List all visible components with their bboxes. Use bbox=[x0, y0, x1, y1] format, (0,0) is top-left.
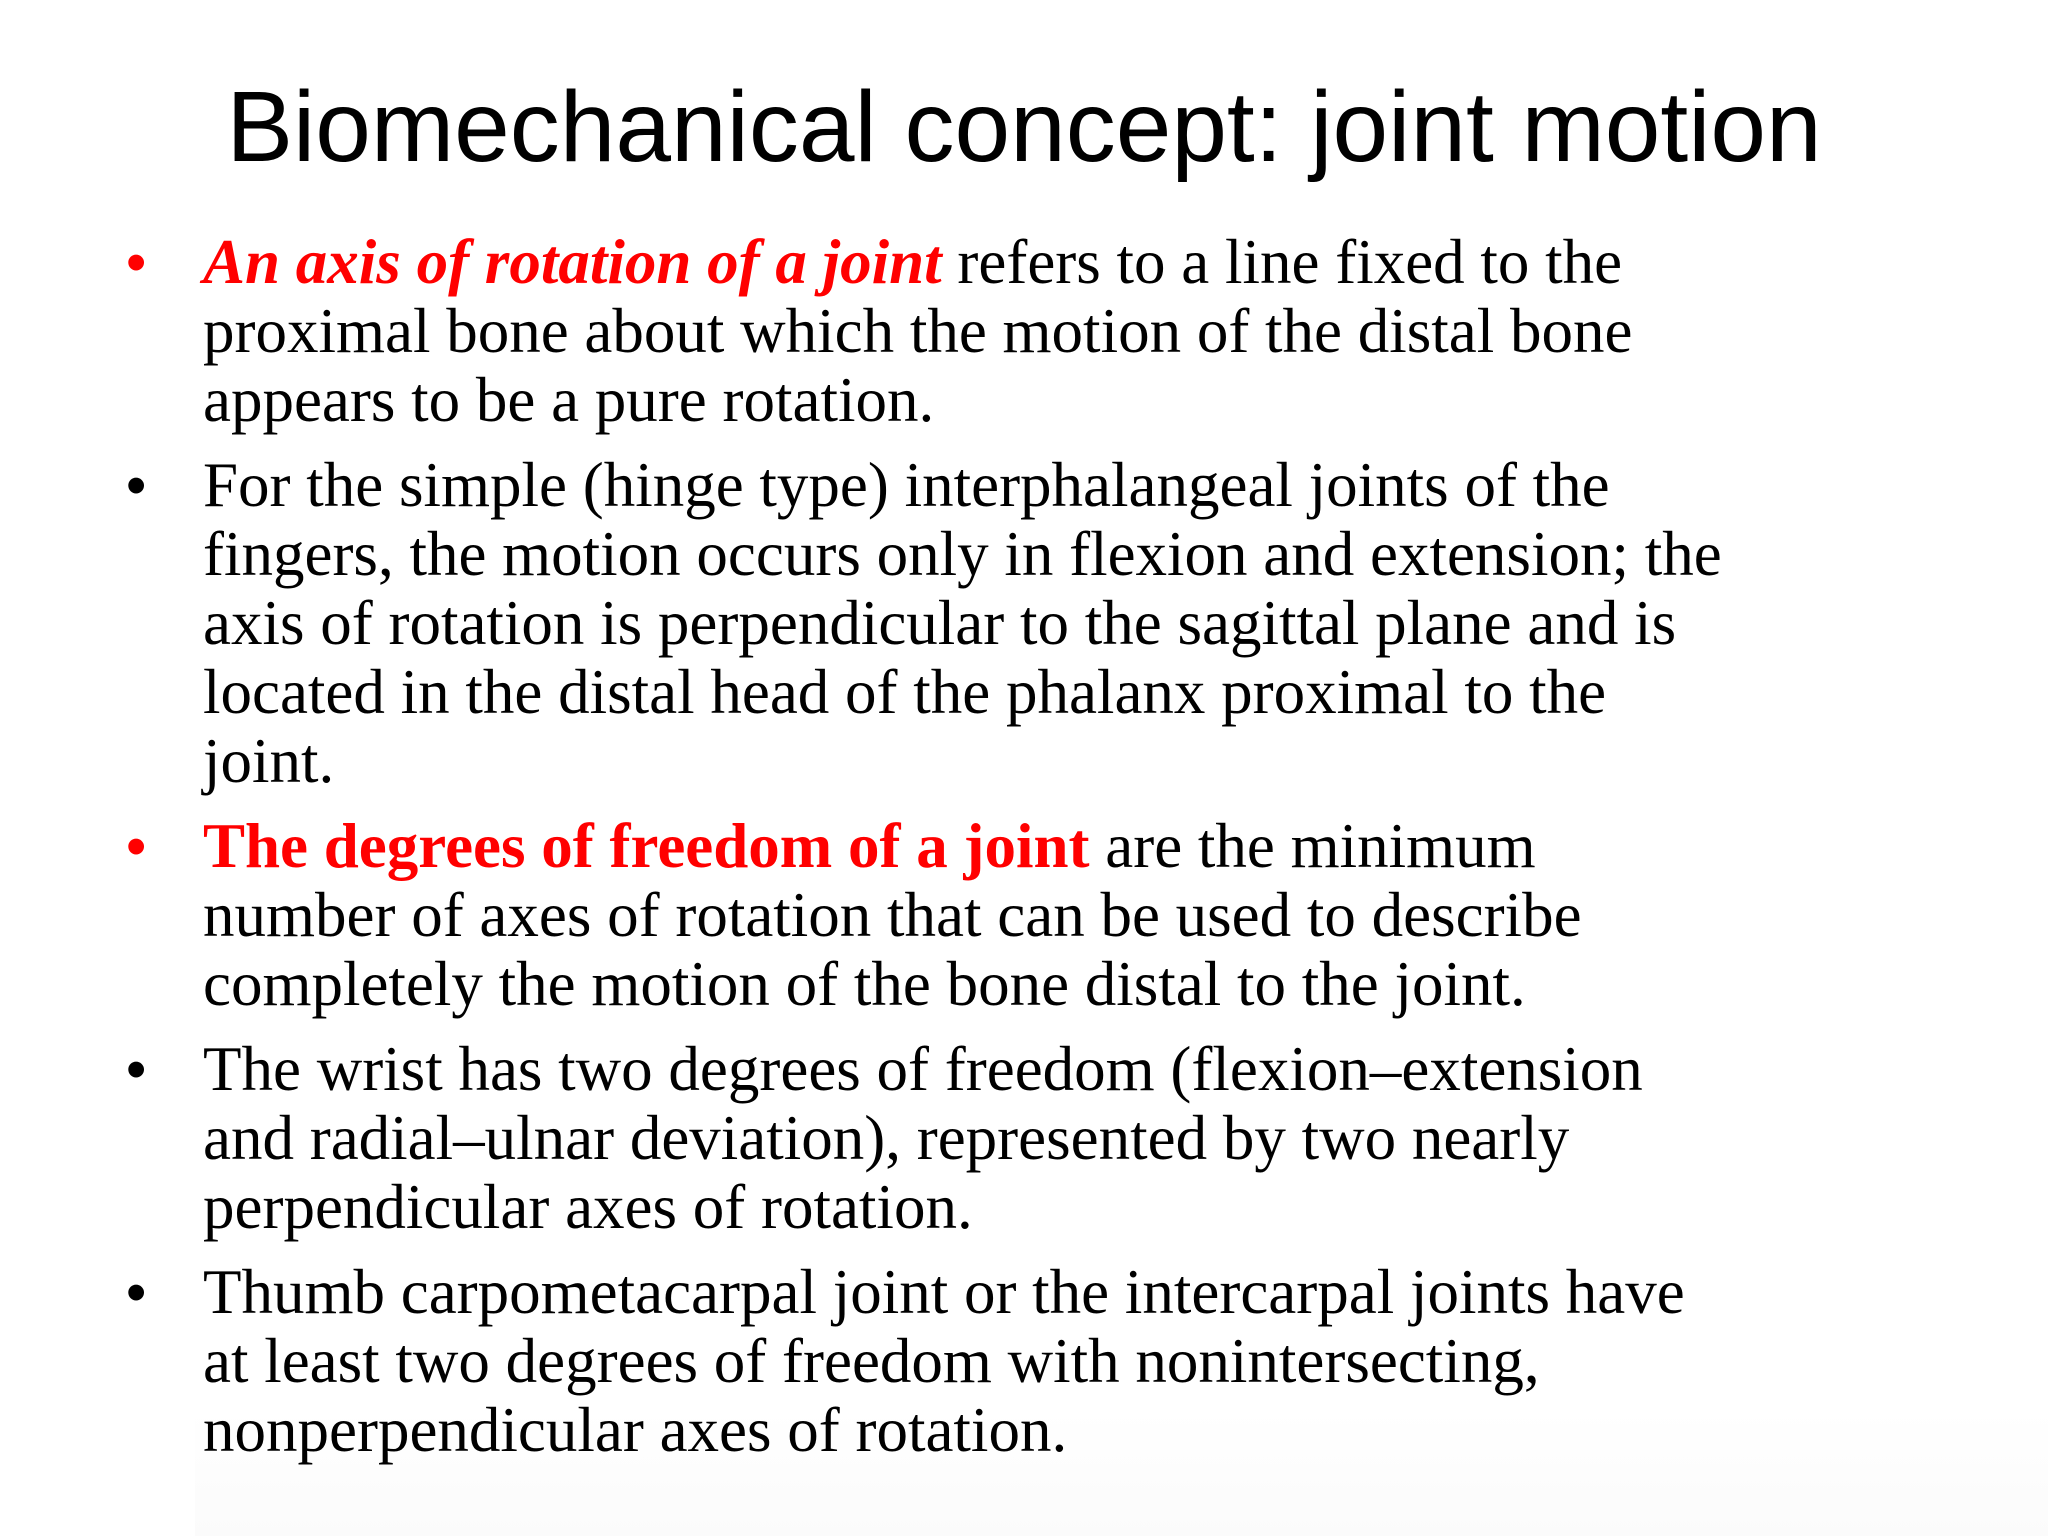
bullet-line: Thumb carpometacarpal joint or the intercarpal joints have bbox=[203, 1257, 1685, 1327]
bullet-line: at least two degrees of freedom with nonintersecting, bbox=[203, 1326, 1540, 1396]
bullet-line: nonperpendicular axes of rotation. bbox=[203, 1395, 1068, 1465]
bullet-line: appears to be a pure rotation. bbox=[203, 365, 935, 435]
bullet-thumb-cmc bbox=[120, 1258, 2030, 1465]
bullet-dot: • bbox=[126, 1260, 147, 1325]
bullet-line: located in the distal head of the phalanx proximal to the bbox=[203, 657, 1607, 727]
bullet-line: axis of rotation is perpendicular to the sagittal plane and is bbox=[203, 588, 1677, 658]
bullet-degrees-of-freedom bbox=[120, 812, 2030, 1019]
bullet-line: perpendicular axes of rotation. bbox=[203, 1172, 973, 1242]
bullet-text: are the minimum bbox=[1089, 811, 1536, 881]
bullet-list bbox=[120, 228, 2030, 1481]
bullet-line: fingers, the motion occurs only in flexion and extension; the bbox=[203, 519, 1722, 589]
bullet-wrist bbox=[120, 1035, 2030, 1242]
bullet-line: and radial–ulnar deviation), represented by two nearly bbox=[203, 1103, 1570, 1173]
bullet-line: completely the motion of the bone distal to the joint. bbox=[203, 949, 1526, 1019]
highlight-term: The degrees of freedom of a joint bbox=[203, 811, 1090, 881]
bullet-axis-of-rotation bbox=[120, 228, 2030, 435]
bullet-dot: • bbox=[126, 814, 147, 879]
bullet-hinge-joints bbox=[120, 451, 2030, 796]
slide-title: Biomechanical concept: joint motion bbox=[226, 71, 1822, 183]
bullet-line bbox=[203, 228, 2030, 297]
bullet-dot: • bbox=[126, 453, 147, 518]
bullet-dot: • bbox=[126, 230, 147, 295]
bullet-line: proximal bone about which the motion of the distal bone bbox=[203, 296, 1633, 366]
bullet-line: joint. bbox=[203, 726, 335, 796]
highlight-term: An axis of rotation of a joint bbox=[203, 227, 942, 297]
bullet-dot: • bbox=[126, 1037, 147, 1102]
bullet-line: number of axes of rotation that can be used to describe bbox=[203, 880, 1582, 950]
bullet-text: refers to a line fixed to the bbox=[941, 227, 1623, 297]
bullet-line: For the simple (hinge type) interphalangeal joints of the bbox=[203, 450, 1610, 520]
bullet-line bbox=[203, 812, 2030, 881]
bullet-line: The wrist has two degrees of freedom (flexion–extension bbox=[203, 1034, 1643, 1104]
